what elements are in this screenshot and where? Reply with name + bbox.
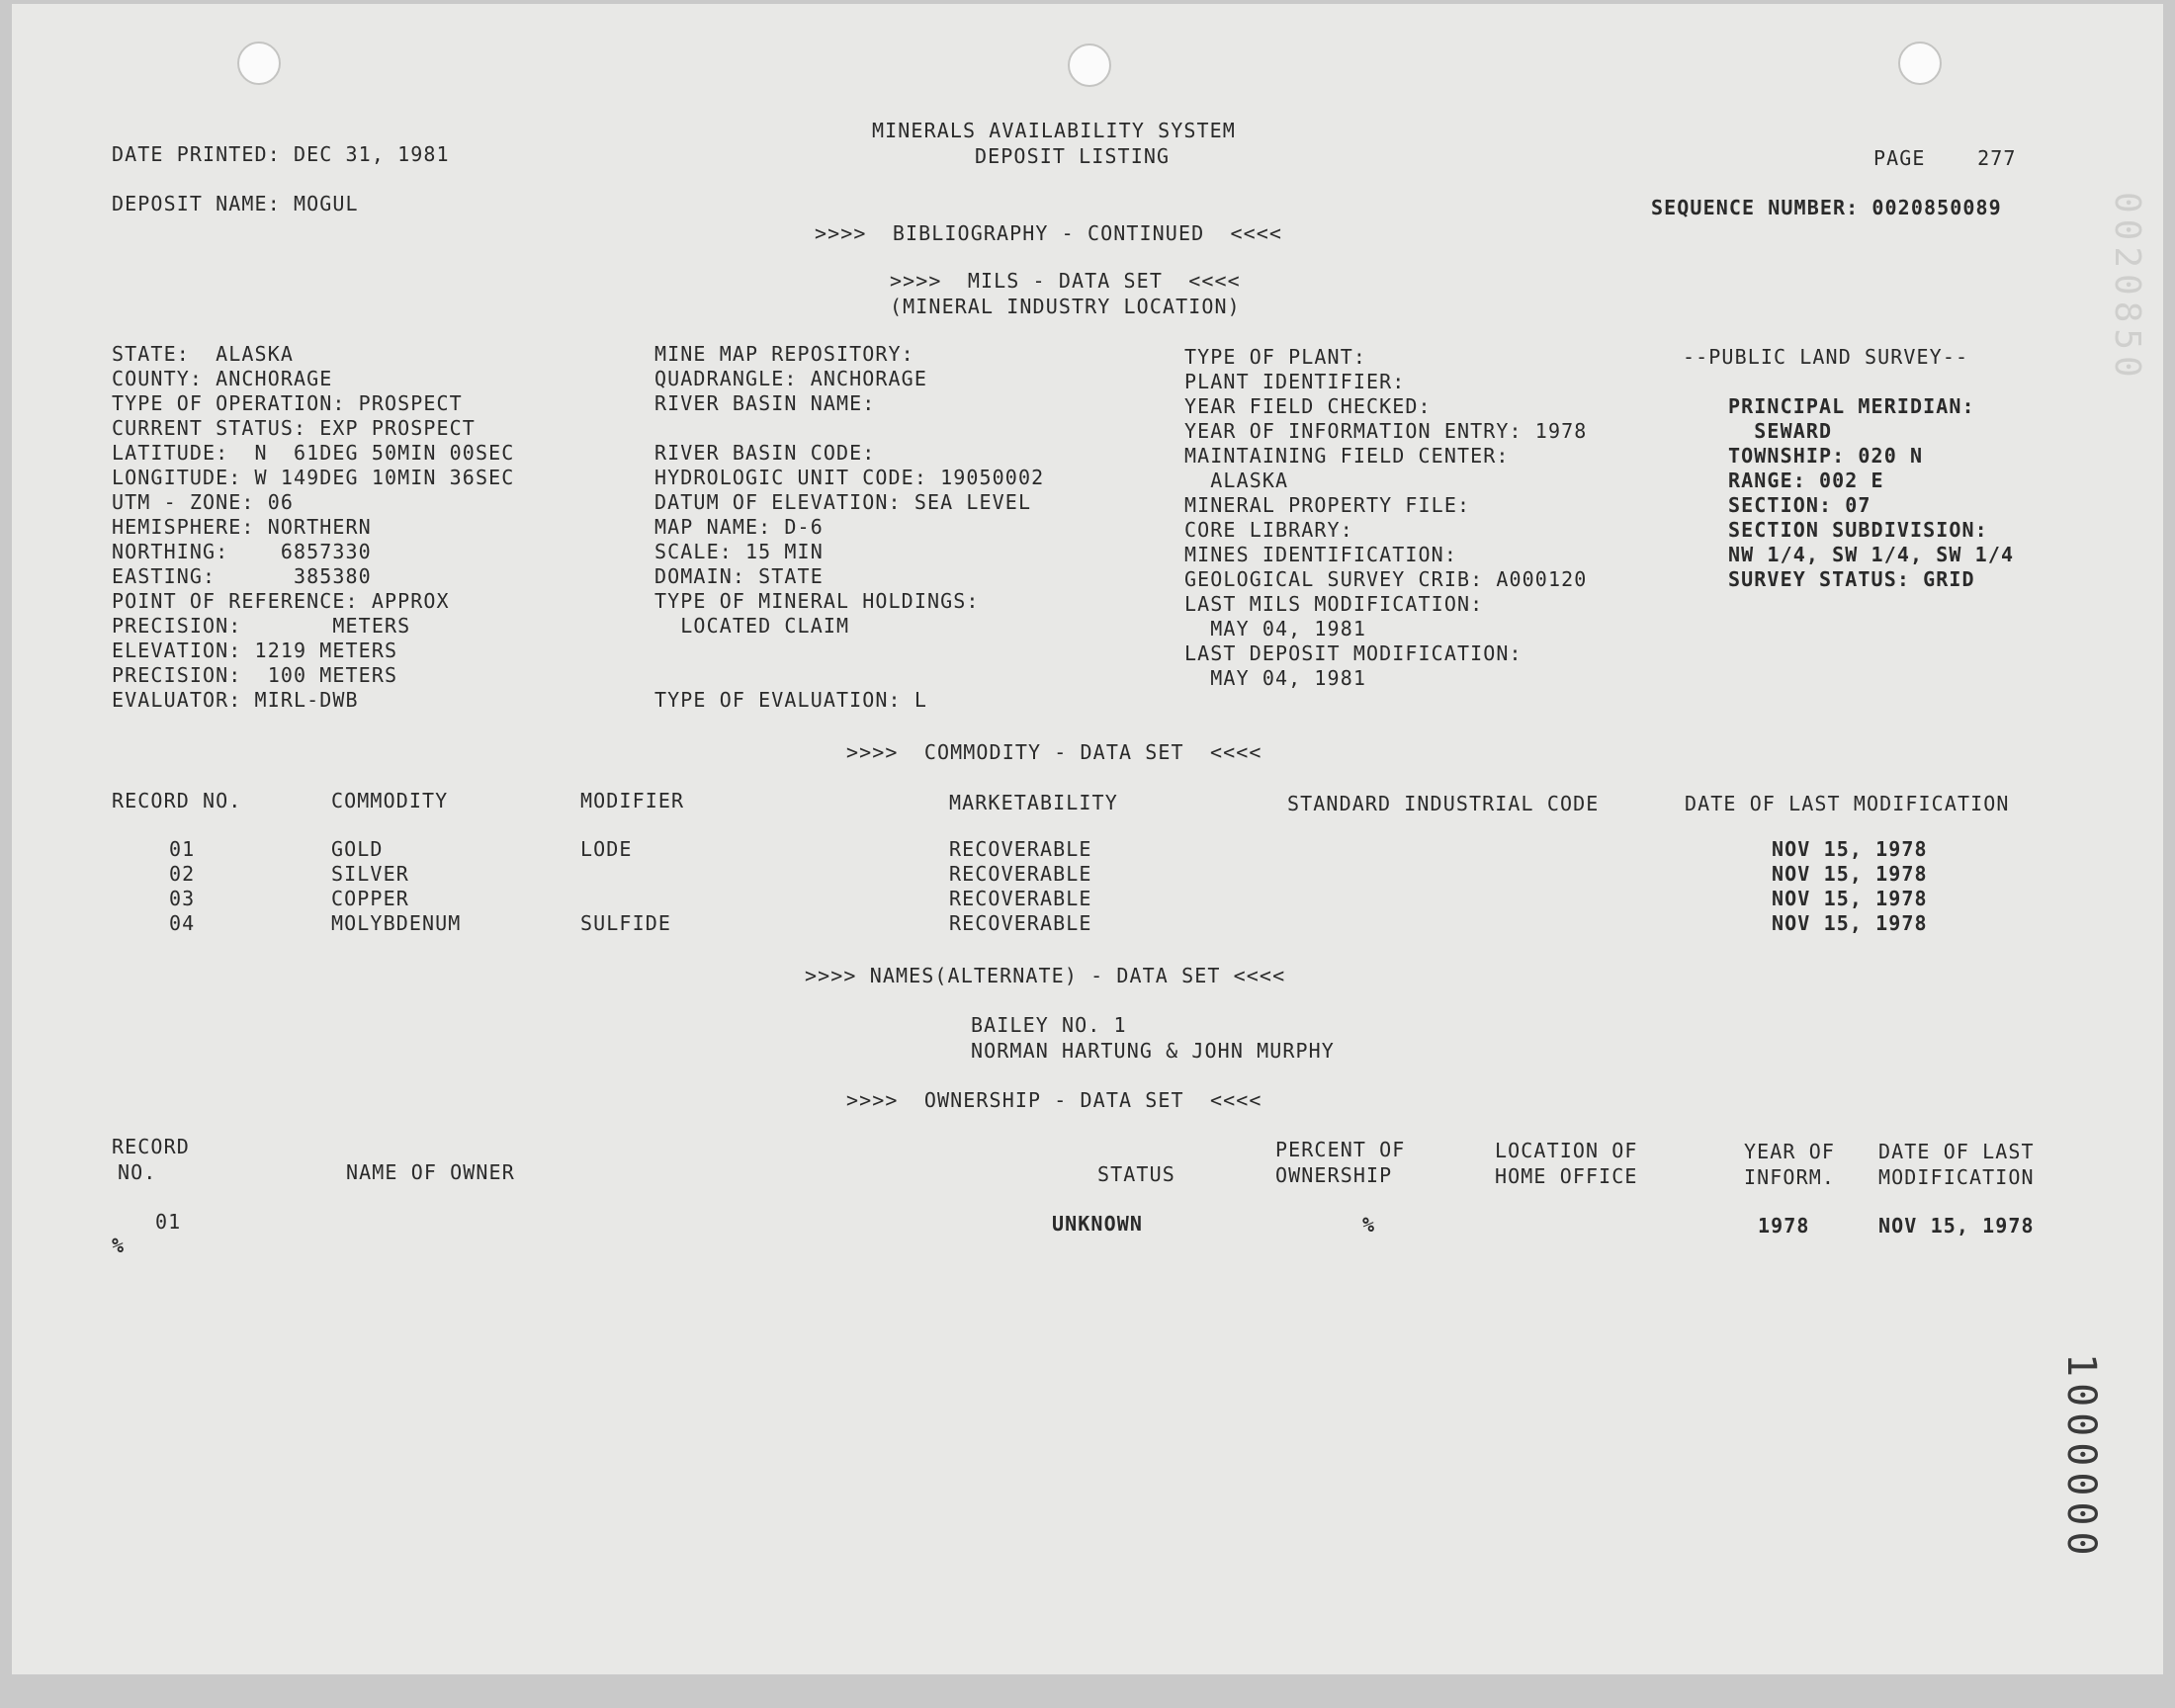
commodity-header-commodity: COMMODITY (331, 789, 449, 812)
field-line: RANGE: 002 E (1728, 469, 1884, 492)
mils-section-subtitle: (MINERAL INDUSTRY LOCATION) (890, 295, 1241, 318)
ownership-record-no: 01 (155, 1210, 182, 1234)
ownership-header-status: STATUS (1097, 1162, 1175, 1186)
commodity-cell-marketability: RECOVERABLE (949, 862, 1092, 886)
field-line: TYPE OF MINERAL HOLDINGS: (654, 589, 980, 613)
ownership-header-owner: NAME OF OWNER (346, 1160, 515, 1184)
public-land-survey-title: --PUBLIC LAND SURVEY-- (1683, 345, 1969, 369)
field-line: LOCATED CLAIM (654, 614, 850, 638)
commodity-cell-marketability: RECOVERABLE (949, 911, 1092, 935)
field-line: MINES IDENTIFICATION: (1184, 543, 1457, 566)
commodity-cell-modifier: SULFIDE (580, 911, 671, 935)
commodity-header-marketability: MARKETABILITY (949, 791, 1118, 814)
field-line: PRINCIPAL MERIDIAN: (1728, 394, 1975, 418)
field-line: MAINTAINING FIELD CENTER: (1184, 444, 1510, 468)
field-line: QUADRANGLE: ANCHORAGE (654, 367, 927, 390)
commodity-cell-record: 04 (169, 911, 196, 935)
margin-stamp: 1000000 (2058, 1353, 2104, 1562)
field-line: NORTHING: 6857330 (112, 540, 372, 563)
end-of-record-mark: % (112, 1234, 126, 1257)
field-line: ELEVATION: 1219 METERS (112, 639, 398, 662)
field-line: GEOLOGICAL SURVEY CRIB: A000120 (1184, 567, 1588, 591)
field-line: RIVER BASIN NAME: (654, 391, 876, 415)
punch-hole-center (1068, 43, 1111, 87)
field-line: PLANT IDENTIFIER: (1184, 370, 1406, 393)
ownership-header-record: RECORD (112, 1135, 190, 1158)
commodity-cell-marketability: RECOVERABLE (949, 837, 1092, 861)
ownership-header-date: DATE OF LAST (1878, 1140, 2035, 1163)
system-title: MINERALS AVAILABILITY SYSTEM (872, 119, 1236, 142)
margin-stamp-faint: 0020850 (2107, 192, 2147, 384)
ownership-header-percent: OWNERSHIP (1275, 1163, 1393, 1187)
field-line: STATE: ALASKA (112, 342, 294, 366)
field-line: POINT OF REFERENCE: APPROX (112, 589, 450, 613)
field-line: YEAR FIELD CHECKED: (1184, 394, 1432, 418)
field-line: TYPE OF EVALUATION: L (654, 688, 927, 712)
document-page (12, 4, 2163, 1674)
field-line: MINE MAP REPOSITORY: (654, 342, 914, 366)
commodity-cell-record: 02 (169, 862, 196, 886)
ownership-date: NOV 15, 1978 (1878, 1214, 2035, 1238)
ownership-header-record: NO. (118, 1160, 157, 1184)
mils-section-title: >>>> MILS - DATA SET <<<< (890, 269, 1241, 293)
field-line: EASTING: 385380 (112, 564, 372, 588)
ownership-header-year: YEAR OF (1744, 1140, 1835, 1163)
field-line: PRECISION: METERS (112, 614, 411, 638)
deposit-name: DEPOSIT NAME: MOGUL (112, 192, 359, 215)
punch-hole-right (1898, 42, 1942, 85)
commodity-header-sic: STANDARD INDUSTRIAL CODE (1287, 792, 1600, 815)
commodity-header-date: DATE OF LAST MODIFICATION (1685, 792, 2010, 815)
names-section-title: >>>> NAMES(ALTERNATE) - DATA SET <<<< (805, 964, 1286, 987)
commodity-cell-record: 01 (169, 837, 196, 861)
field-line: SURVEY STATUS: GRID (1728, 567, 1975, 591)
field-line: MAY 04, 1981 (1184, 617, 1366, 640)
ownership-header-year: INFORM. (1744, 1165, 1835, 1189)
alternate-name: NORMAN HARTUNG & JOHN MURPHY (971, 1039, 1335, 1063)
field-line: HYDROLOGIC UNIT CODE: 19050002 (654, 466, 1045, 489)
commodity-cell-commodity: GOLD (331, 837, 384, 861)
field-line: MAY 04, 1981 (1184, 666, 1366, 690)
field-line: LAST DEPOSIT MODIFICATION: (1184, 641, 1522, 665)
field-line: DATUM OF ELEVATION: SEA LEVEL (654, 490, 1032, 514)
ownership-header-date: MODIFICATION (1878, 1165, 2035, 1189)
ownership-header-location: LOCATION OF (1495, 1139, 1638, 1162)
commodity-cell-record: 03 (169, 887, 196, 910)
page-number: PAGE 277 (1873, 146, 2017, 170)
commodity-header-record: RECORD NO. (112, 789, 242, 812)
commodity-cell-date: NOV 15, 1978 (1772, 887, 1928, 910)
commodity-header-modifier: MODIFIER (580, 789, 685, 812)
commodity-cell-commodity: MOLYBDENUM (331, 911, 462, 935)
punch-hole-left (237, 42, 281, 85)
commodity-cell-commodity: SILVER (331, 862, 409, 886)
alternate-name: BAILEY NO. 1 (971, 1013, 1127, 1037)
commodity-cell-modifier: LODE (580, 837, 633, 861)
bibliography-heading: >>>> BIBLIOGRAPHY - CONTINUED <<<< (815, 221, 1283, 245)
ownership-year: 1978 (1758, 1214, 1810, 1238)
field-line: SECTION SUBDIVISION: (1728, 518, 1988, 542)
field-line: SECTION: 07 (1728, 493, 1871, 517)
commodity-cell-date: NOV 15, 1978 (1772, 862, 1928, 886)
date-printed: DATE PRINTED: DEC 31, 1981 (112, 142, 450, 166)
commodity-cell-date: NOV 15, 1978 (1772, 911, 1928, 935)
field-line: EVALUATOR: MIRL-DWB (112, 688, 359, 712)
commodity-section-title: >>>> COMMODITY - DATA SET <<<< (846, 740, 1262, 764)
field-line: TYPE OF OPERATION: PROSPECT (112, 391, 463, 415)
field-line: COUNTY: ANCHORAGE (112, 367, 333, 390)
field-line: CORE LIBRARY: (1184, 518, 1353, 542)
field-line: LONGITUDE: W 149DEG 10MIN 36SEC (112, 466, 515, 489)
field-line: SEWARD (1728, 419, 1833, 443)
ownership-header-location: HOME OFFICE (1495, 1164, 1638, 1188)
commodity-cell-commodity: COPPER (331, 887, 409, 910)
ownership-section-title: >>>> OWNERSHIP - DATA SET <<<< (846, 1088, 1262, 1112)
field-line: DOMAIN: STATE (654, 564, 824, 588)
field-line: MINERAL PROPERTY FILE: (1184, 493, 1471, 517)
field-line: MAP NAME: D-6 (654, 515, 824, 539)
field-line: HEMISPHERE: NORTHERN (112, 515, 372, 539)
field-line: UTM - ZONE: 06 (112, 490, 294, 514)
ownership-status: UNKNOWN (1052, 1212, 1143, 1236)
field-line: RIVER BASIN CODE: (654, 441, 876, 465)
commodity-cell-date: NOV 15, 1978 (1772, 837, 1928, 861)
field-line: YEAR OF INFORMATION ENTRY: 1978 (1184, 419, 1588, 443)
field-line: ALASKA (1184, 469, 1289, 492)
field-line: LAST MILS MODIFICATION: (1184, 592, 1484, 616)
sequence-number: SEQUENCE NUMBER: 0020850089 (1651, 196, 2002, 219)
field-line: NW 1/4, SW 1/4, SW 1/4 (1728, 543, 2015, 566)
field-line: LATITUDE: N 61DEG 50MIN 00SEC (112, 441, 515, 465)
commodity-cell-marketability: RECOVERABLE (949, 887, 1092, 910)
field-line: TOWNSHIP: 020 N (1728, 444, 1924, 468)
listing-title: DEPOSIT LISTING (975, 144, 1171, 168)
ownership-header-percent: PERCENT OF (1275, 1138, 1406, 1161)
field-line: TYPE OF PLANT: (1184, 345, 1366, 369)
ownership-percent: % (1362, 1213, 1376, 1237)
field-line: CURRENT STATUS: EXP PROSPECT (112, 416, 476, 440)
field-line: SCALE: 15 MIN (654, 540, 824, 563)
field-line: PRECISION: 100 METERS (112, 663, 398, 687)
